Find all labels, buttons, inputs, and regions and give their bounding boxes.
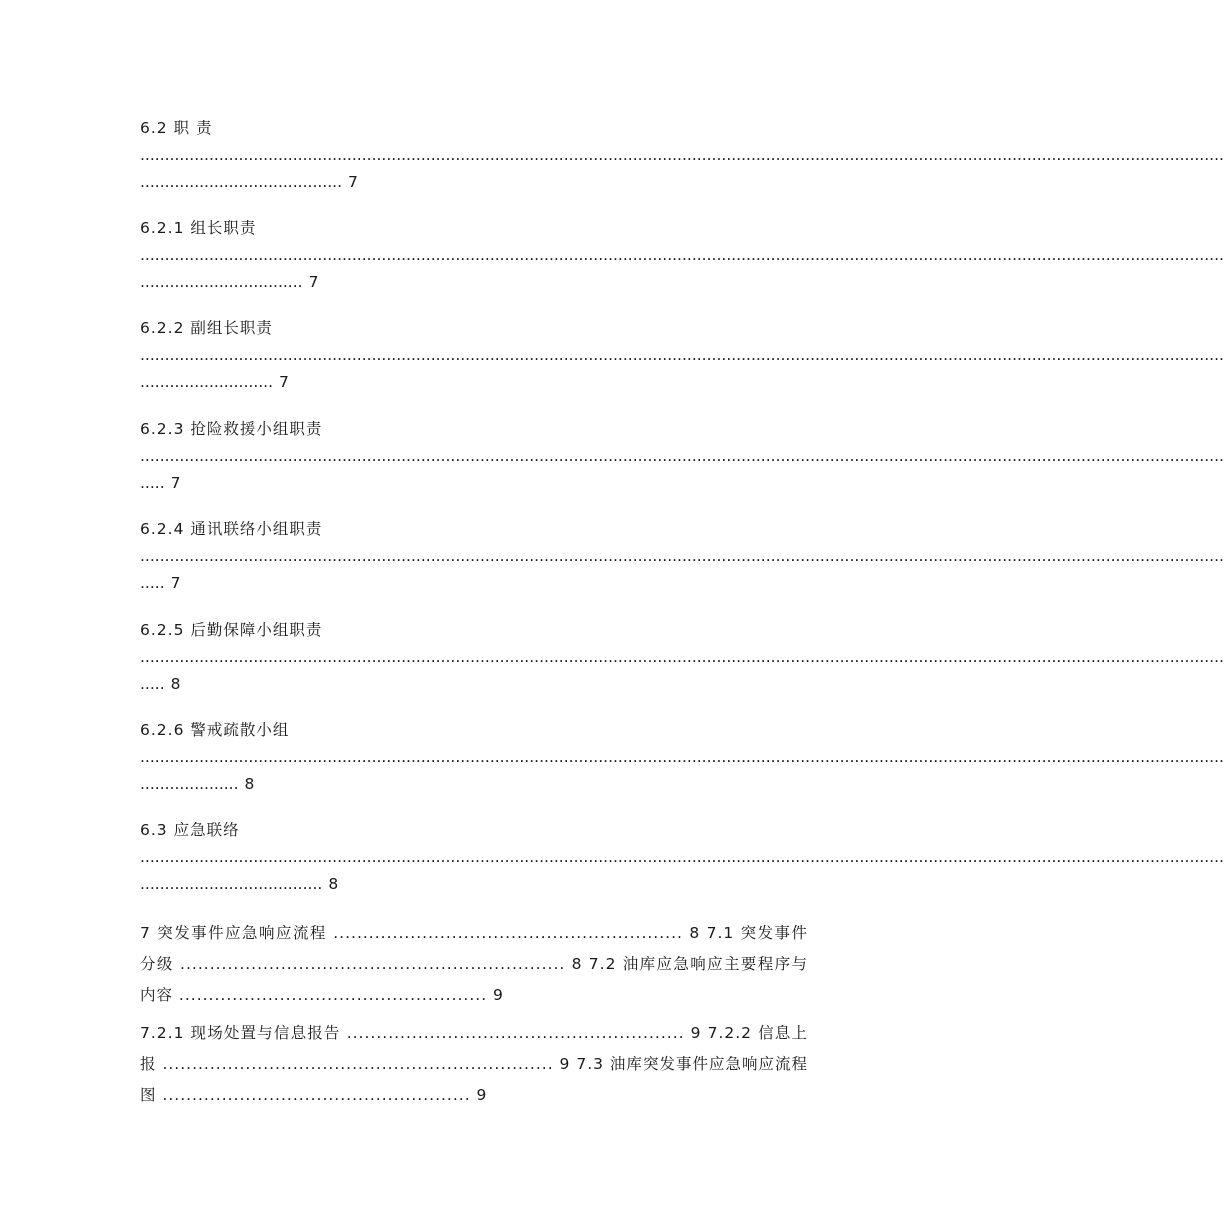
dot-leader-tail: [140, 871, 808, 898]
toc-entry: [140, 115, 1224, 196]
dot-leader: ............................................................................................................................................................................................................................: [140, 648, 1224, 666]
dot-leader-end: .....: [140, 574, 165, 592]
dot-leader-tail: [140, 570, 808, 597]
dot-leader-end: .........................................: [140, 173, 343, 191]
toc-page-number: 7: [170, 474, 182, 492]
dot-leader-tail: [140, 169, 808, 196]
dot-leader: ............................................................................................................................................................................................................................: [140, 246, 1224, 264]
dot-leader-end: .....: [140, 675, 165, 693]
toc-page-number: 7: [308, 273, 320, 291]
toc-entry: [140, 617, 1224, 698]
toc-entry: [140, 215, 1224, 296]
dot-leader: ............................................................................................................................................................................................................................: [140, 848, 1224, 866]
toc-entry-title: 6.2 职 责: [140, 119, 213, 137]
dot-leader-tail: [140, 470, 808, 497]
toc-paragraph-7-2-1: [140, 1018, 808, 1111]
toc-entry-title: 6.2.4 通讯联络小组职责: [140, 520, 323, 538]
toc-entry-title: 6.2.3 抢险救援小组职责: [140, 420, 323, 438]
dot-leader: ............................................................................................................................................................................................................................: [140, 447, 1224, 465]
toc-entry: [140, 817, 1224, 898]
toc-page-number: 7: [170, 574, 182, 592]
dot-leader-end: .....: [140, 474, 165, 492]
dot-leader-tail: [140, 771, 808, 798]
dot-leader: ............................................................................................................................................................................................................................: [140, 346, 1224, 364]
dot-leader-tail: [140, 671, 808, 698]
toc-entry-title: 6.2.2 副组长职责: [140, 319, 273, 337]
toc-paragraph-text: 7.2.1 现场处置与信息报告 ......................................................... 9 7.2.2 信息上报 .................................................................. 9 7.3 油库突发事件应急响应流程图 .................................................... 9: [140, 1024, 808, 1104]
toc-entry-title: 6.2.5 后勤保障小组职责: [140, 621, 323, 639]
dot-leader-end: .....................................: [140, 875, 323, 893]
toc-entry-title: 6.2.1 组长职责: [140, 219, 257, 237]
dot-leader: ............................................................................................................................................................................................................................: [140, 547, 1224, 565]
toc-entry: [140, 315, 1224, 396]
toc-page-number: 7: [279, 373, 290, 391]
toc-page-number: 8: [170, 675, 182, 693]
toc-page-number: 8: [244, 775, 256, 793]
dot-leader: ............................................................................................................................................................................................................................: [140, 748, 1224, 766]
dot-leader-end: ...........................: [140, 373, 274, 391]
dot-leader-tail: [140, 369, 808, 396]
toc-page-number: 7: [348, 173, 359, 191]
toc-entry: [140, 717, 1224, 798]
toc-paragraph-7: [140, 918, 808, 1011]
toc-page-number: 8: [328, 875, 340, 893]
dot-leader-end: .................................: [140, 273, 303, 291]
dot-leader-end: ....................: [140, 775, 239, 793]
toc-paragraph-text: 7 突发事件应急响应流程 ........................................................... 8 7.1 突发事件分级 ................................................................. 8 7.2 油库应急响应主要程序与内容 .................................................... 9: [140, 924, 808, 1004]
dot-leader-tail: [140, 269, 808, 296]
toc-entry: [140, 516, 1224, 597]
dot-leader: ............................................................................................................................................................................................................................: [140, 146, 1224, 164]
toc-entry-title: 6.3 应急联络: [140, 821, 240, 839]
toc-entry: [140, 416, 1224, 497]
toc-entry-title: 6.2.6 警戒疏散小组: [140, 721, 290, 739]
